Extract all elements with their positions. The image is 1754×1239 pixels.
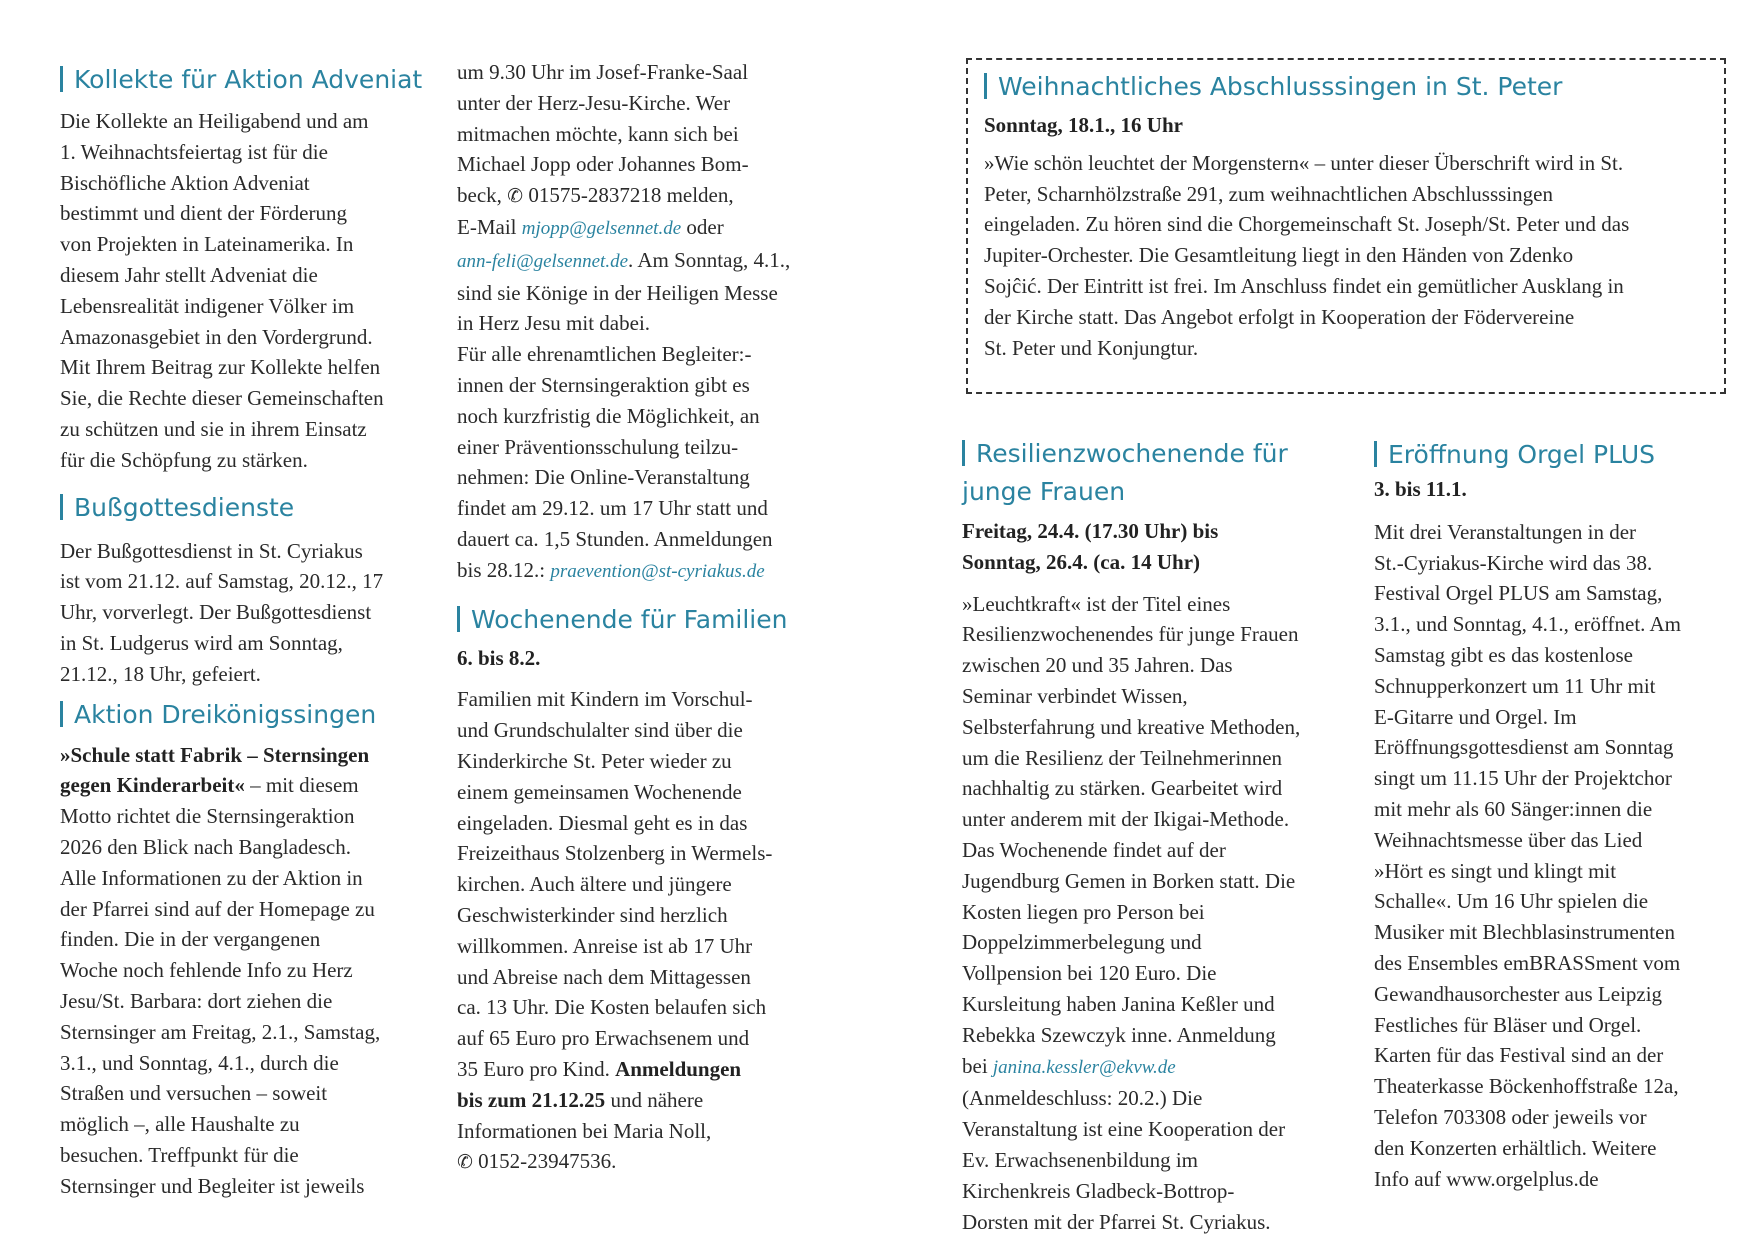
heading-bar <box>60 494 63 520</box>
date-abschlusssingen: Sonntag, 18.1., 16 Uhr <box>984 113 1183 137</box>
phone-icon: ✆ <box>507 185 524 208</box>
heading-abschlusssingen: Weihnachtliches Abschlusssingen in St. Peter <box>984 68 1714 106</box>
heading-kollekte: Kollekte für Aktion Adveniat <box>60 61 430 99</box>
date-resilienz: Freitag, 24.4. (17.30 Uhr) bis Sonntag, 26.4. (ca. 14 Uhr) <box>962 519 1219 574</box>
email-link-mjopp[interactable]: mjopp@gelsennet.de <box>521 217 682 239</box>
column-3 <box>962 0 1342 1237</box>
text-kollekte: Die Kollekte an Heiligabend und am 1. Weihnachtsfeiertag ist für die Bischöfliche Aktion Adveniat bestimmt und dient der Förderung von Projekten in Lateinamerika. In diesem Jahr stellt Adveniat die Lebensrealität indigener Völker im Amazonasgebiet in den Vordergrund. Mit Ihrem Beitrag zur Kollekte helfen Sie, die Rechte dieser Gemeinschaften zu schützen und sie in ihrem Einsatz für die Schöpfung zu stärken. <box>60 109 384 472</box>
column-4 <box>1374 0 1744 1194</box>
text-dreikoenig: »Schule statt Fabrik – Sternsingen gegen Kinderarbeit« – mit diesem Motto richtet die Sternsingeraktion 2026 den Blick nach Bangladesch. Alle Informationen zu der Aktion in der Pfarrei sind auf der Homepage zu finden. Die in der vergangenen Woche noch fehlende Info zu Herz Jesu/St. Barbara: dort ziehen die Sternsinger am Freitag, 2.1., Samstag, 3.1., und Sonntag, 4.1., durch die Straßen und versuchen – soweit möglich –, alle Haushalte zu besuchen. Treffpunkt für die Sternsinger und Begleiter ist jeweils <box>60 742 381 1198</box>
heading-bar <box>1374 441 1377 467</box>
date-familien: 6. bis 8.2. <box>457 645 541 670</box>
text-buss: Der Bußgottesdienst in St. Cyriakus ist vom 21.12. auf Samstag, 20.12., 17 Uhr, vorverlegt. Der Bußgottesdienst in St. Ludgerus wird am Sonntag, 21.12., 18 Uhr, gefeiert. <box>60 538 384 686</box>
email-link-praevention[interactable]: praevention@st-cyriakus.de <box>550 560 765 582</box>
heading-bar <box>60 701 63 727</box>
heading-resilienz: Resilienzwochenende für junge Frauen <box>962 439 1288 506</box>
heading-bar <box>962 440 965 466</box>
email-link-ann-feli[interactable]: ann-feli@gelsennet.de <box>457 250 629 272</box>
text-abschlusssingen: »Wie schön leuchtet der Morgenstern« – unter dieser Überschrift wird in St. Peter, Scharnhölzstraße 291, zum weihnachtlichen Abschlusssingen eingeladen. Zu hören sind die Chorgemeinschaft St. Joseph/St. Peter und das Jupiter-Orchester. Die Gesamtleitung liegt in den Händen von Zdenko Sojĉić. Der Eintritt ist frei. Im Anschluss findet ein gemütlicher Ausklang in der Kirche statt. Das Angebot erfolgt in Kooperation der Födervereine St. Peter und Konjungtur. <box>984 150 1630 360</box>
heading-familien: Wochenende für Familien <box>457 601 827 639</box>
column-1 <box>60 0 430 1202</box>
column-2 <box>457 0 827 1178</box>
heading-bar <box>60 66 63 92</box>
phone-icon: ✆ <box>457 1151 473 1174</box>
motto: »Schule statt Fabrik – Sternsingen gegen Kinderarbeit« <box>60 742 370 798</box>
date-orgel: 3. bis 11.1. <box>1374 477 1467 501</box>
text-sternsinger-cont: um 9.30 Uhr im Josef-Franke-Saal unter der Herz-Jesu-Kirche. Wer mitmachen möchte, kann sich bei Michael Jopp oder Johannes Bom- beck, ✆ 01575-2837218 melden, E-Mail mjopp@gelsennet.de oder ann-feli@gelsennet.de. Am Sonntag, 4.1., sind sie Könige in der Heiligen Messe in Herz Jesu mit dabei. Für alle ehrenamtlichen Begleiter:- innen der Sternsingeraktion gibt es noch kurzfristig die Möglichkeit, an einer Präventionsschulung teilzu- nehmen: Die Online-Veranstaltung findet am 29.12. um 17 Uhr statt und dauert ca. 1,5 Stunden. Anmeldungen bis 28.12.: praevention@st-cyriakus.de <box>457 60 791 582</box>
heading-orgel: Eröffnung Orgel PLUS <box>1374 436 1744 474</box>
text-orgel: Mit drei Veranstaltungen in der St.-Cyriakus-Kirche wird das 38. Festival Orgel PLUS am Samstag, 3.1., und Sonntag, 4.1., eröffnet. Am Samstag gibt es das kostenlose Schnupperkonzert um 11 Uhr mit E-Gitarre und Orgel. Im Eröffnungsgottesdienst am Sonntag singt um 11.15 Uhr der Projektchor mit mehr als 60 Sänger:innen die Weihnachtsmesse über das Lied »Hört es singt und klingt mit Schalle«. Um 16 Uhr spielen die Musiker mit Blechblasinstrumenten des Ensembles emBRASSment vom Gewandhausorchester aus Leipzig Festliches für Bläser und Orgel. Karten für das Festival sind an der Theaterkasse Böckenhoffstraße 12a, Telefon 703308 oder jeweils vor den Konzerten erhältlich. Weitere Info auf www.orgelplus.de <box>1374 519 1682 1191</box>
text-resilienz: »Leuchtkraft« ist der Titel eines Resilienzwochenendes für junge Frauen zwischen 20 und 35 Jahren. Das Seminar verbindet Wissen, Selbsterfahrung und kreative Methoden, um die Resilienz der Teilnehmerinnen nachhaltig zu stärken. Gearbeitet wird unter anderem mit der Ikigai-Methode. Das Wochenende findet auf der Jugendburg Gemen in Borken statt. Die Kosten liegen pro Person bei Doppelzimmerbelegung und Vollpension bei 120 Euro. Die Kursleitung haben Janina Keßler und Rebekka Szewczyk inne. Anmeldung bei janina.kessler@ekvw.de (Anmeldeschluss: 20.2.) Die Veranstaltung ist eine Kooperation der Ev. Erwachsenenbildung im Kirchenkreis Gladbeck-Bottrop- Dorsten mit der Pfarrei St. Cyriakus. <box>962 591 1301 1234</box>
text-familien: Familien mit Kindern im Vorschul- und Grundschulalter sind über die Kinderkirche St. Peter wieder zu einem gemeinsamen Wochenende eingeladen. Diesmal geht es in das Freizeithaus Stolzenberg in Wermels- kirchen. Auch ältere und jüngere Geschwisterkinder sind herzlich willkommen. Anreise ist ab 17 Uhr und Abreise nach dem Mittagessen ca. 13 Uhr. Die Kosten belaufen sich auf 65 Euro pro Erwachsenem und 35 Euro pro Kind. Anmeldungen bis zum 21.12.25 und nähere Informationen bei Maria Noll, ✆ 0152-23947536. <box>457 687 773 1174</box>
heading-buss: Bußgottesdienste <box>60 489 430 527</box>
heading-bar <box>457 606 460 632</box>
heading-dreikoenig: Aktion Dreikönigssingen <box>60 696 430 734</box>
email-link-kessler[interactable]: janina.kessler@ekvw.de <box>992 1056 1176 1078</box>
